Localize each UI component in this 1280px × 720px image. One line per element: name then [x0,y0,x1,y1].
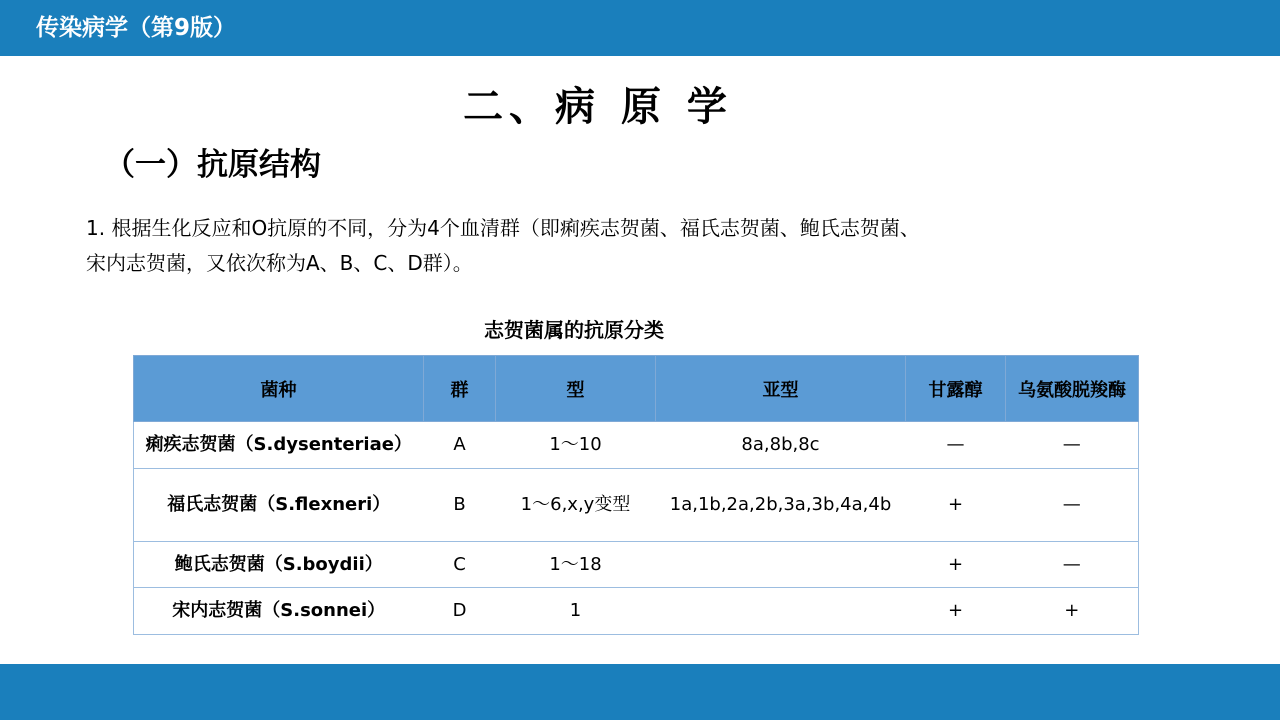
cell-subtype: 8a,8b,8c [656,422,906,469]
cell-species: 痢疾志贺菌（S.dysenteriae） [134,422,424,469]
cell-type: 1～6,x,y变型 [496,469,656,542]
cell-group: D [424,588,496,635]
description-paragraph [86,211,1096,281]
cell-mannitol: + [906,542,1006,588]
cell-species: 宋内志贺菌（S.sonnei） [134,588,424,635]
table-header-row [134,356,1139,422]
table-row [134,469,1139,542]
paragraph-line-1: 1. 根据生化反应和O抗原的不同，分为4个血清群（即痢疾志贺菌、福氏志贺菌、鲍氏志贺菌、 [86,216,920,240]
bottom-bar [0,664,1280,720]
cell-type: 1 [496,588,656,635]
table-row [134,588,1139,635]
section-heading: （一）抗原结构 [104,147,321,183]
slide-title: 二、病 原 学 [463,84,733,130]
cell-ornithine: — [1006,469,1139,542]
cell-mannitol: + [906,588,1006,635]
header-species: 菌种 [134,356,424,422]
table-row [134,422,1139,469]
cell-subtype [656,542,906,588]
cell-ornithine: — [1006,422,1139,469]
cell-mannitol: + [906,469,1006,542]
cell-group: B [424,469,496,542]
cell-ornithine: — [1006,542,1139,588]
book-title: 传染病学（第9版） [36,15,237,41]
cell-type: 1～18 [496,542,656,588]
cell-type: 1～10 [496,422,656,469]
cell-species: 鲍氏志贺菌（S.boydii） [134,542,424,588]
header-group: 群 [424,356,496,422]
table-caption: 志贺菌属的抗原分类 [484,318,664,342]
header-ornithine-decarboxylase: 乌氨酸脱羧酶 [1006,356,1139,422]
cell-mannitol: — [906,422,1006,469]
cell-group: C [424,542,496,588]
cell-group: A [424,422,496,469]
cell-ornithine: + [1006,588,1139,635]
header-mannitol: 甘露醇 [906,356,1006,422]
cell-subtype: 1a,1b,2a,2b,3a,3b,4a,4b [656,469,906,542]
cell-subtype [656,588,906,635]
top-bar [0,0,1280,56]
header-subtype: 亚型 [656,356,906,422]
antigen-classification-table [133,355,1139,635]
table-row [134,542,1139,588]
paragraph-line-2: 宋内志贺菌，又依次称为A、B、C、D群）。 [86,251,473,275]
cell-species: 福氏志贺菌（S.flexneri） [134,469,424,542]
header-type: 型 [496,356,656,422]
